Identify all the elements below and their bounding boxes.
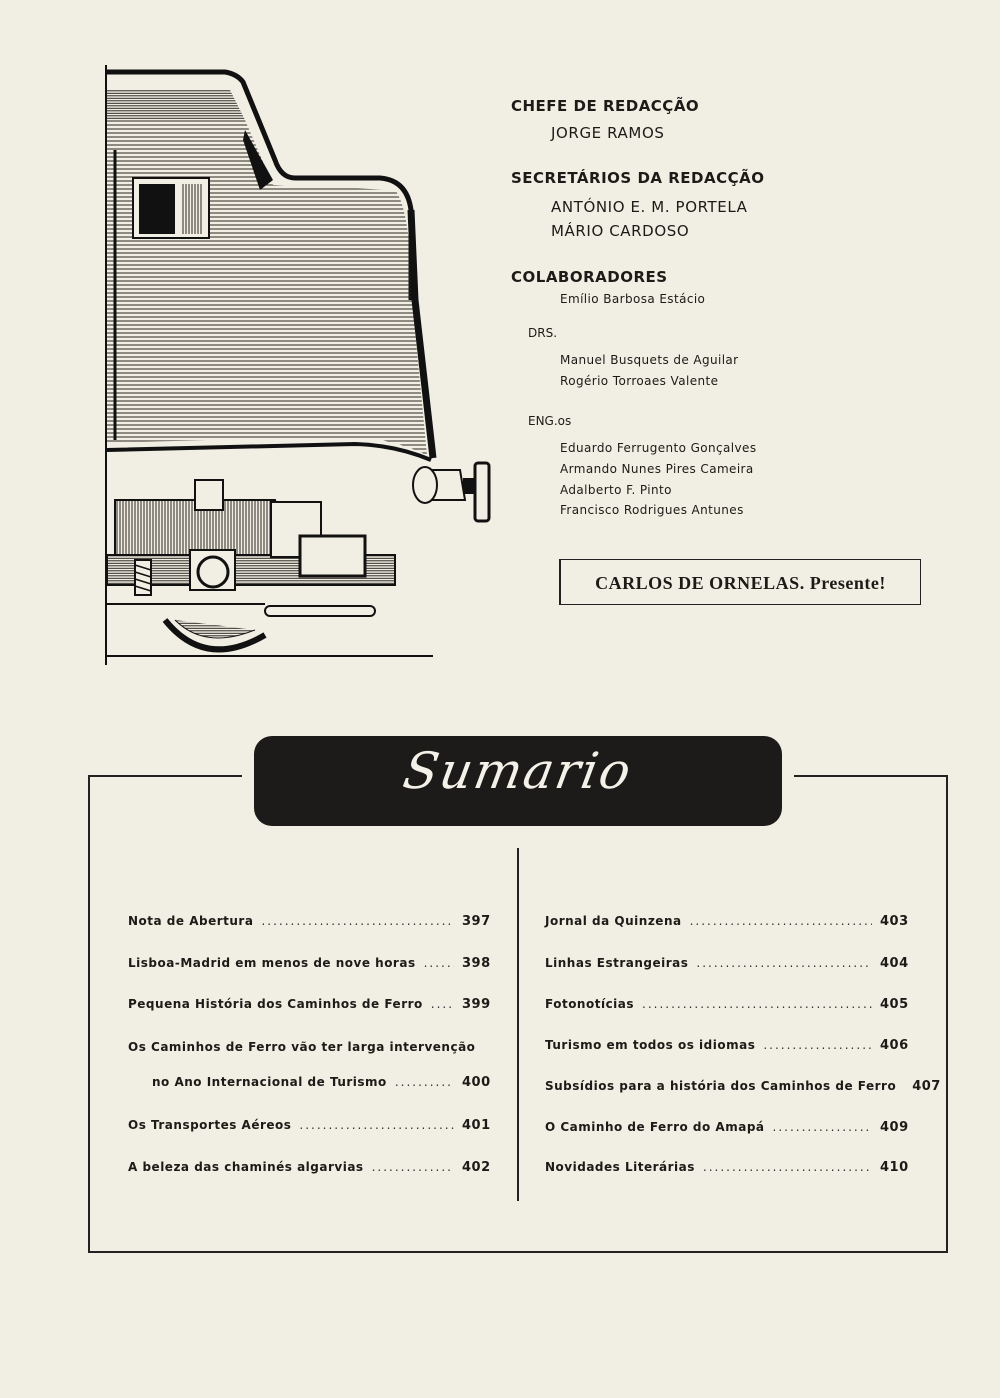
toc-entry bbox=[128, 997, 490, 1017]
toc-entry bbox=[545, 914, 908, 934]
toc-leader bbox=[642, 997, 872, 1011]
presente-box: CARLOS DE ORNELAS. Presente! bbox=[559, 559, 921, 605]
eng-label: ENG.os bbox=[528, 414, 572, 428]
locomotive-illustration bbox=[95, 60, 505, 670]
toc-leader bbox=[261, 914, 454, 928]
column-divider bbox=[517, 848, 519, 1201]
toc-entry bbox=[545, 997, 908, 1017]
frame-top-left bbox=[88, 775, 242, 777]
toc-title: Os Caminhos de Ferro vão ter larga intervenção bbox=[128, 1040, 476, 1054]
toc-entry bbox=[152, 1075, 490, 1095]
toc-leader bbox=[690, 914, 872, 928]
colaborador-name: Emílio Barbosa Estácio bbox=[560, 292, 706, 306]
toc-entry bbox=[545, 1120, 908, 1140]
toc-title: Pequena História dos Caminhos de Ferro bbox=[128, 997, 423, 1011]
frame-bottom bbox=[88, 1251, 948, 1253]
drs-label: DRS. bbox=[528, 326, 558, 340]
chefe-name: JORGE RAMOS bbox=[551, 124, 665, 142]
colaboradores-heading: COLABORADORES bbox=[511, 268, 668, 286]
toc-title: Fotonotícias bbox=[545, 997, 635, 1011]
toc-entry bbox=[128, 914, 490, 934]
toc-title: Subsídios para a história dos Caminhos de Ferro bbox=[545, 1079, 897, 1093]
toc-title: Jornal da Quinzena bbox=[545, 914, 682, 928]
dr-name: Manuel Busquets de Aguilar bbox=[560, 353, 739, 367]
toc-title: Linhas Estrangeiras bbox=[545, 956, 689, 970]
toc-entry bbox=[128, 1040, 490, 1060]
frame-left bbox=[88, 775, 90, 1253]
toc-title: Nota de Abertura bbox=[128, 914, 254, 928]
toc-title: Turismo em todos os idiomas bbox=[545, 1038, 756, 1052]
toc-page: 410 bbox=[880, 1160, 909, 1175]
toc-page: 402 bbox=[462, 1160, 491, 1175]
toc-page: 405 bbox=[880, 997, 909, 1012]
frame-right bbox=[946, 775, 948, 1253]
toc-page: 409 bbox=[880, 1120, 909, 1135]
toc-entry bbox=[545, 956, 908, 976]
toc-page: 399 bbox=[462, 997, 491, 1012]
toc-leader bbox=[372, 1160, 454, 1174]
toc-entry bbox=[545, 1079, 941, 1099]
summary-banner bbox=[254, 736, 782, 826]
secretario-name: ANTÓNIO E. M. PORTELA bbox=[551, 198, 748, 216]
toc-page: 407 bbox=[912, 1079, 941, 1094]
toc-page: 403 bbox=[880, 914, 909, 929]
toc-page: 404 bbox=[880, 956, 909, 971]
toc-entry bbox=[128, 1118, 490, 1138]
toc-leader bbox=[773, 1120, 872, 1134]
toc-entry bbox=[128, 1160, 490, 1180]
toc-title: A beleza das chaminés algarvias bbox=[128, 1160, 364, 1174]
toc-title: O Caminho de Ferro do Amapá bbox=[545, 1120, 765, 1134]
toc-leader bbox=[703, 1160, 872, 1174]
toc-title: no Ano Internacional de Turismo bbox=[152, 1075, 387, 1089]
toc-entry bbox=[128, 956, 490, 976]
toc-page: 406 bbox=[880, 1038, 909, 1053]
toc-page: 398 bbox=[462, 956, 491, 971]
frame-top-right bbox=[794, 775, 948, 777]
toc-page: 401 bbox=[462, 1118, 491, 1133]
chefe-heading: CHEFE DE REDACÇÃO bbox=[511, 97, 700, 115]
toc-leader bbox=[763, 1038, 872, 1052]
eng-name: Armando Nunes Pires Cameira bbox=[560, 462, 754, 476]
toc-entry bbox=[545, 1160, 908, 1180]
toc-page: 397 bbox=[462, 914, 491, 929]
toc-leader bbox=[424, 956, 454, 970]
eng-name: Eduardo Ferrugento Gonçalves bbox=[560, 441, 757, 455]
toc-leader bbox=[696, 956, 872, 970]
toc-title: Os Transportes Aéreos bbox=[128, 1118, 292, 1132]
toc-entry bbox=[545, 1038, 908, 1058]
eng-name: Francisco Rodrigues Antunes bbox=[560, 503, 744, 517]
secretarios-heading: SECRETÁRIOS DA REDACÇÃO bbox=[511, 169, 765, 187]
toc-leader bbox=[395, 1075, 454, 1089]
secretario-name: MÁRIO CARDOSO bbox=[551, 222, 690, 240]
dr-name: Rogério Torroaes Valente bbox=[560, 374, 719, 388]
summary-title: Sumario bbox=[399, 742, 637, 800]
toc-leader bbox=[299, 1118, 454, 1132]
toc-title: Lisboa-Madrid em menos de nove horas bbox=[128, 956, 416, 970]
toc-leader bbox=[431, 997, 454, 1011]
toc-page: 400 bbox=[462, 1075, 491, 1090]
eng-name: Adalberto F. Pinto bbox=[560, 483, 672, 497]
toc-title: Novidades Literárias bbox=[545, 1160, 695, 1174]
